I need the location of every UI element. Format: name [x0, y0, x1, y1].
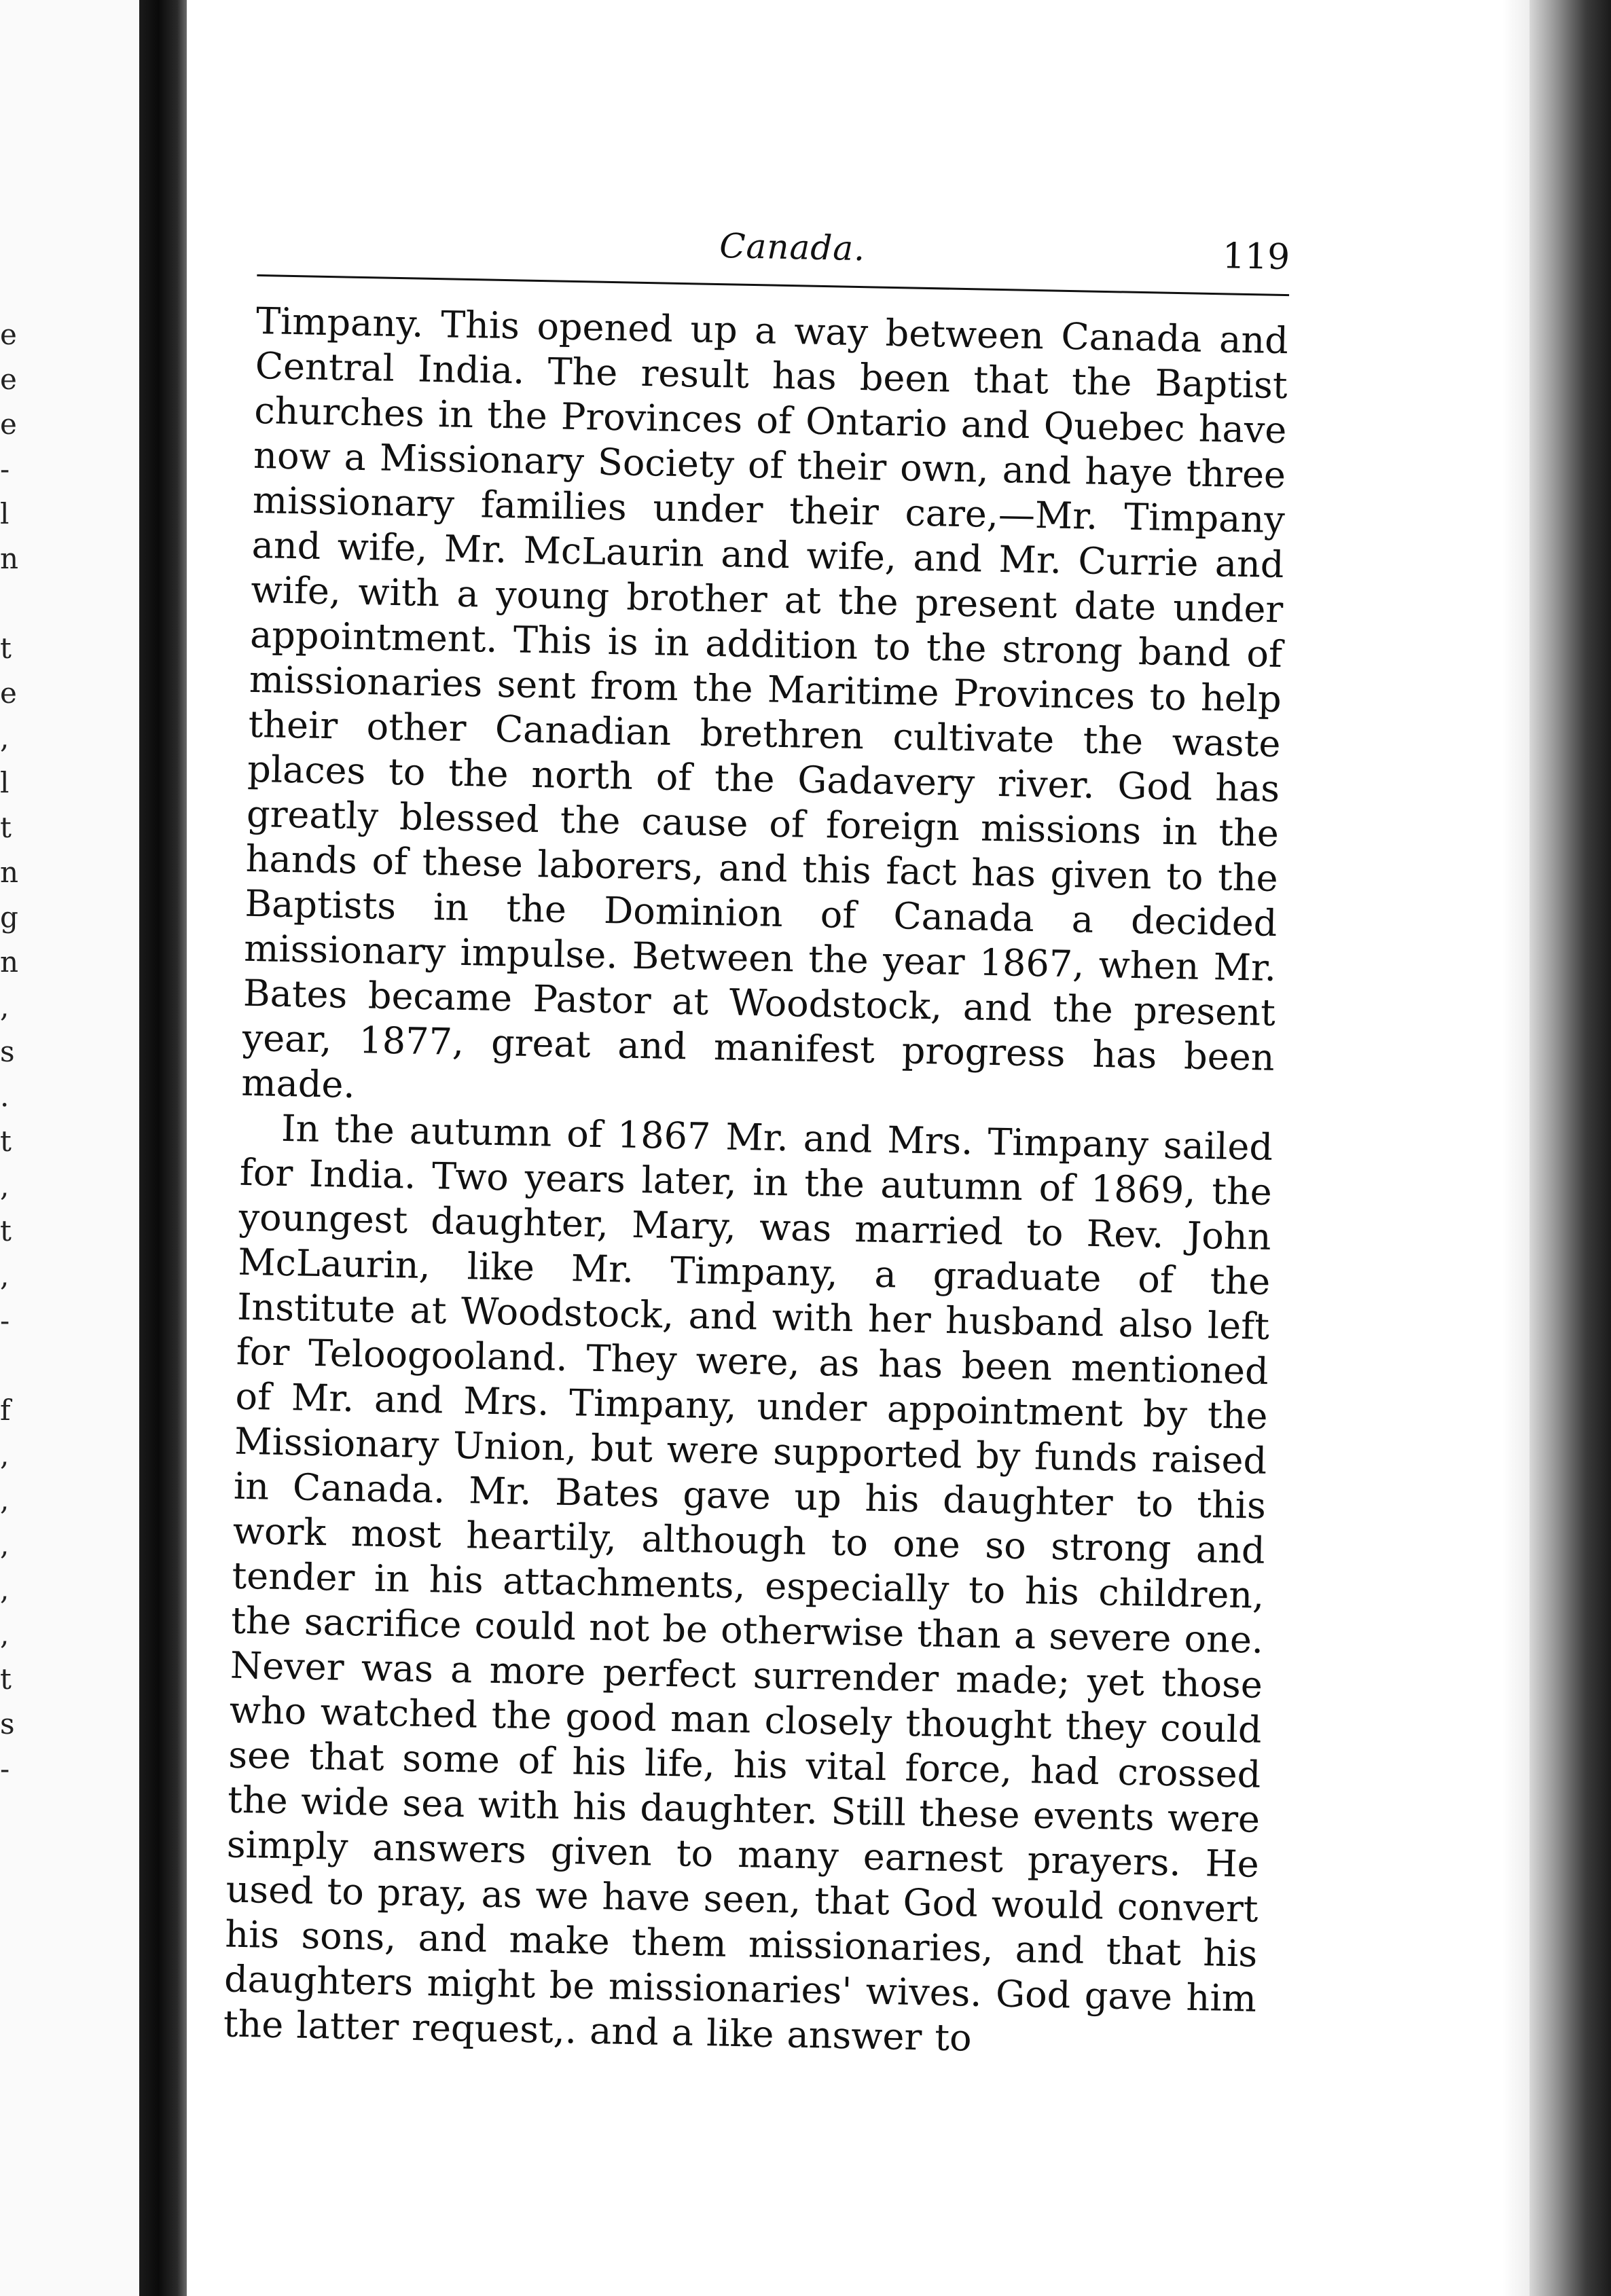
book-gutter — [139, 0, 187, 2296]
paragraph: Timpany. This opened up a way between Canada and Central India. The result has been that the Baptist churches in the Provinces of Ontario and Quebec have now a Missionary Society of their own, and haye three missionary families under their care,—Mr. Timpany and wife, Mr. McLaurin and wife, and Mr. Currie and wife, with a young brother at the present date under appointment. This is in addition to the strong band of missionaries sent from the Maritime Provinces to help their other Canadian brethren cultivate the waste places to the north of the Gadavery river. God has greatly blessed the cause of foreign missions in the hands of these laborers, and this fact has given to the Baptists in the Dominion of Canada a decided missionary impulse. Between the year 1867, when Mr. Bates became Pastor at Woodstock, and the present year, 1877, great and manifest progress has been made. — [240, 299, 1289, 1106]
page-margin-edge — [1502, 0, 1529, 2296]
facing-page-text-fragments: e e e - l n t e , l t n g n , s . t , t , - f , , , , , t s - — [0, 318, 19, 1785]
page-number: 119 — [1222, 236, 1290, 278]
paragraph: In the autumn of 1867 Mr. and Mrs. Timpany sailed for India. Two years later, in the autumn of 1869, the youngest daughter, Mary, was married to Rev. John McLaurin, like Mr. Timpany, a graduate of the Institute at Woodstock, and with her husband also left for Teloogooland. They were, as has been mentioned of Mr. and Mrs. Timpany, under appointment by the Missionary Union, but were supported by funds raised in Canada. Mr. Bates gave up his daughter to this work most heartily, although to one so strong and tender in his attachments, especially to his children, the sacrifice could not be otherwise than a severe one. Never was a more perfect surrender made; yet those who watched the good man closely thought they could see that some of his life, his vital force, had crossed the wide sea with his daughter. Still these events were simply answers given to many earnest prayers. He used to pray, as we have seen, that God would convert his sons, and make them missionaries, and that his daughters might be missionaries' wives. God gave him the latter request,. and a like answer to — [223, 1106, 1273, 2060]
header-rule — [257, 274, 1289, 296]
book-fore-edge — [1529, 0, 1611, 2296]
running-head — [257, 217, 1290, 298]
chapter-title: Canada. — [719, 226, 866, 269]
body-text — [223, 299, 1288, 2066]
book-page — [223, 217, 1290, 2060]
facing-page-fragment — [0, 0, 139, 2296]
